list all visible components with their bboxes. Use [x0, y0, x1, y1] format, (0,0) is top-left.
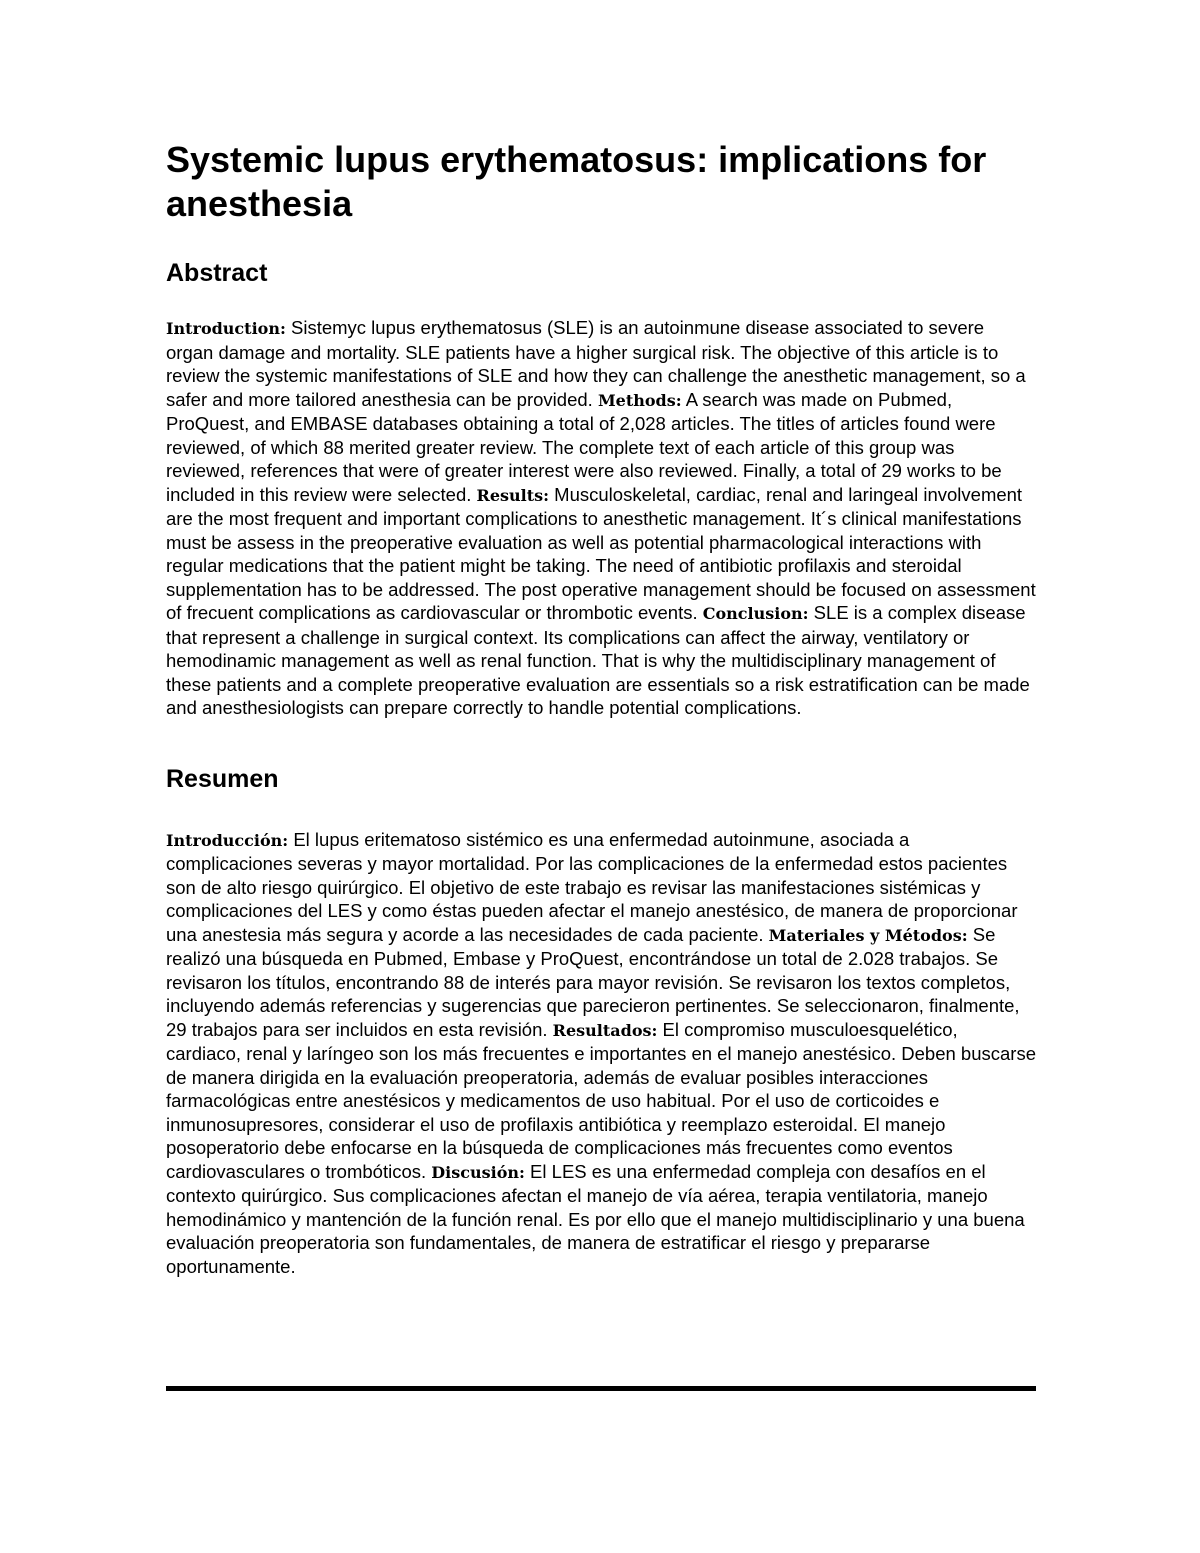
resumen-methods-text: Se realizó una búsqueda en Pubmed, Embase y ProQuest, encontrándose un total de 2.028 trabajos. Se revisaron los títulos, encontrando 88 de interés para mayor revisión. Se revisaron los textos completos, incluyendo además referencias y sugerencias que parecieron pertinentes. Se seleccionaron, finalmente, 29 trabajos para ser incluidos en esta revisión. — [166, 923, 1020, 1040]
article-page — [166, 138, 1036, 1278]
abstract-methods-label: Methods: — [597, 390, 682, 410]
resumen-intro-label: Introducción: — [166, 830, 289, 850]
resumen-results-text: El compromiso musculoesquelético, cardiaco, renal y laríngeo son los más frecuentes e importantes en el manejo anestésico. Deben buscarse de manera dirigida en la evaluación preoperatoria, además de evaluar posibles interacciones farmacológicas entre anestésicos y medicamentos de uso habitual. Por el uso de corticoides e inmunosupresores, considerar el uso de profilaxis antibiótica y reemplazo esteroidal. El manejo posoperatorio debe enfocarse en la búsqueda de complicaciones más frecuentes como eventos cardiovasculares o trombóticos. — [166, 1018, 1036, 1182]
article-title: Systemic lupus erythematosus: implications for anesthesia — [166, 139, 987, 224]
abstract-methods-text: A search was made on Pubmed, ProQuest, and EMBASE databases obtaining a total of 2,028 articles. The titles of articles found were reviewed, of which 88 merited greater review. The complete text of each article of this group was reviewed, references that were of greater interest were also reviewed. Finally, a total of 29 works to be included in this review were selected. — [166, 388, 1002, 505]
resumen-heading: Resumen — [166, 764, 279, 793]
footer-divider — [166, 1386, 1036, 1391]
abstract-results-label: Results: — [476, 485, 550, 505]
resumen-methods-label: Materiales y Métodos: — [768, 925, 968, 945]
abstract-results-text: Musculoskeletal, cardiac, renal and laringeal involvement are the most frequent and important complications to anesthetic management. It´s clinical manifestations must be assess in the preoperative evaluation as well as potential pharmacological interactions with regular medications that the patient might be taking. The need of antibiotic profilaxis and steroidal supplementation has to be addressed. The post operative management should be focused on assessment of frecuent complications as cardiovascular or thrombotic events. — [166, 483, 1036, 623]
abstract-paragraph — [166, 316, 1036, 720]
abstract-intro-text: Sistemyc lupus erythematosus (SLE) is an autoinmune disease associated to severe organ damage and mortality. SLE patients have a higher surgical risk. The objective of this article is to review the systemic manifestations of SLE and how they can challenge the anesthetic management, so a safer and more tailored anesthesia can be provided. — [166, 317, 1026, 410]
abstract-conclusion-label: Conclusion: — [702, 604, 809, 623]
resumen-intro-text: El lupus eritematoso sistémico es una enfermedad autoinmune, asociada a complicaciones severas y mayor mortalidad. Por las complicaciones de la enfermedad estos pacientes son de alto riesgo quirúrgico. El objetivo de este trabajo es revisar las manifestaciones sistémicas y complicaciones del LES y como éstas pueden afectar el manejo anestésico, de manera de proporcionar una anestesia más segura y acorde a las necesidades de cada paciente. — [166, 828, 1018, 945]
abstract-heading: Abstract — [166, 259, 268, 287]
abstract-intro-label: Introduction: — [166, 319, 286, 338]
resumen-paragraph — [166, 828, 1036, 1279]
resumen-discussion-text: El LES es una enfermedad compleja con desafíos en el contexto quirúrgico. Sus complicaciones afectan el manejo de vía aérea, terapia ventilatoria, manejo hemodinámico y mantención de la función renal. Es por ello que el manejo multidisciplinario y una buena evaluación preoperatoria son fundamentales, de manera de estratificar el riesgo y prepararse oportunamente. — [166, 1160, 1025, 1277]
resumen-results-label: Resultados: — [552, 1020, 658, 1040]
abstract-conclusion-text: SLE is a complex disease that represent a challenge in surgical context. Its complications can affect the airway, ventilatory or hemodinamic management as well as renal function. That is why the multidisciplinary management of these patients and a complete preoperative evaluation are essentials so a risk estratification can be made and anesthesiologists can prepare correctly to handle potential complications. — [166, 602, 1030, 718]
resumen-discussion-label: Discusión: — [431, 1162, 525, 1182]
